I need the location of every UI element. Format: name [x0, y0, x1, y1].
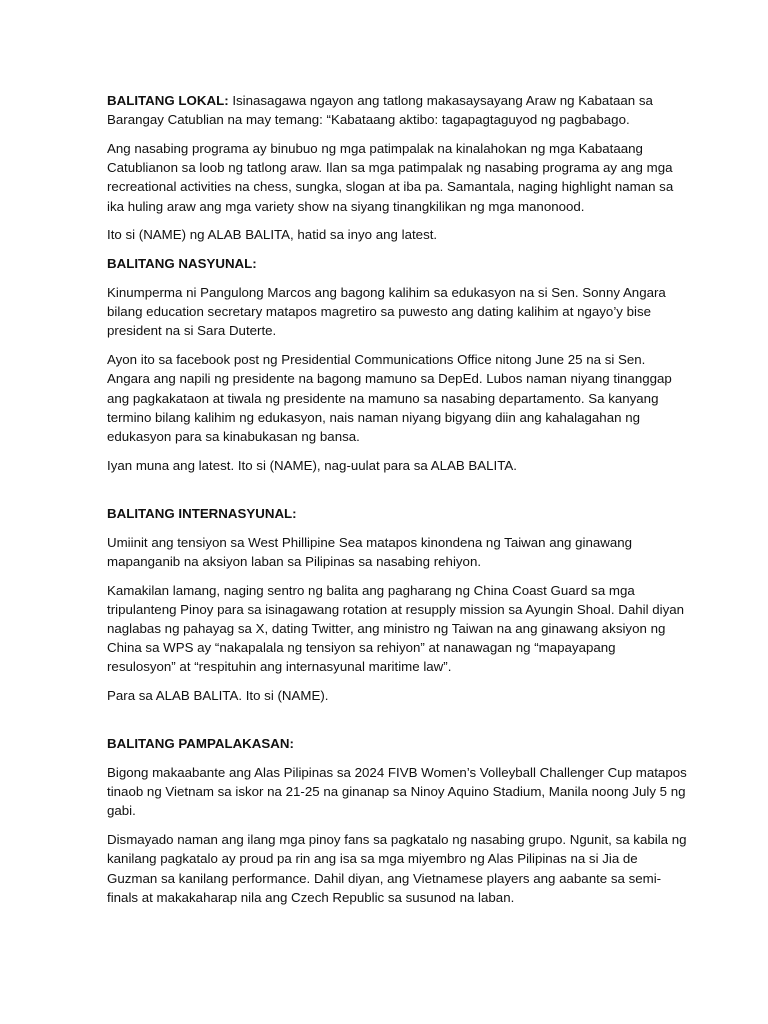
section-spacer — [107, 715, 687, 734]
nasyunal-heading: BALITANG NASYUNAL: — [107, 256, 257, 272]
nasyunal-signoff: Iyan muna ang latest. Ito si (NAME), nag-uulat para sa ALAB BALITA. — [107, 457, 517, 473]
lokal-lead-text: Isinasagawa ngayon ang tatlong makasaysayang Araw ng Kabataan sa Barangay Catublian na may temang: “Kabataang aktibo: tagapagtaguyod ng pagbabago. — [107, 93, 653, 128]
internasyunal-heading: BALITANG INTERNASYUNAL: — [107, 505, 297, 521]
internasyunal-paragraph-1: Umiinit ang tensiyon sa West Phillipine Sea matapos kinondena ng Taiwan ang ginawang mapanganib na aksiyon laban sa Pilipinas sa nasabing rehiyon. — [107, 534, 633, 569]
internasyunal-paragraph-2: Kamakilan lamang, naging sentro ng balita ang pagharang ng China Coast Guard sa mga tripulanteng Pinoy para sa isinagawang rotation at resupply mission sa Ayungin Shoal. Dahil diyan naglabas ng pahayag sa X, dating Twitter, ang ministro ng Taiwan na ang ginawang aksiyon ng China sa WPS ay “nakapalala ng tensiyon sa rehiyon” at nanawagan ng “mapayapang resulosyon” at “respituhin ang internasyunal maritime law”. — [107, 582, 685, 675]
lokal-lead-paragraph — [107, 91, 687, 129]
section-spacer — [107, 485, 687, 504]
pampalakasan-paragraph-2: Dismayado naman ang ilang mga pinoy fans sa pagkatalo ng nasabing grupo. Ngunit, sa kabila ng kanilang pagkatalo ay proud pa rin ang isa sa mga miyembro ng Alas Pilipinas na si Jia de Guzman sa kanilang performance. Dahil diyan, ang Vietnamese players ang aabante sa semi-finals at makakaharap nila ang Czech Republic sa susunod na laban. — [107, 832, 687, 905]
nasyunal-paragraph-2: Ayon ito sa facebook post ng Presidential Communications Office nitong June 25 na si Sen. Angara ang napili ng presidente na bagong mamuno sa DepEd. Lubos naman niyang tinanggap ang pagkakataon at tiwala ng presidente na mamuno sa nasabing departamento. Sa kanyang termino bilang kalihim ng edukasyon, nais naman niyang bigyang diin ang kahalagahan ng edukasyon para sa kinabukasan ng bansa. — [107, 352, 672, 445]
lokal-paragraph-1: Ang nasabing programa ay binubuo ng mga patimpalak na kinalahokan ng mga Kabataang Catublianon sa loob ng tatlong araw. Ilan sa mga patimpalak ng nasabing programa ay ang mga recreational activities na chess, sungka, slogan at iba pa. Samantala, naging highlight naman sa ika huling araw ang mga variety show na siyang tinangkilikan ng mga manonood. — [107, 141, 674, 214]
internasyunal-signoff: Para sa ALAB BALITA. Ito si (NAME). — [107, 688, 329, 704]
lokal-heading: BALITANG LOKAL: — [107, 93, 229, 108]
nasyunal-paragraph-1: Kinumperma ni Pangulong Marcos ang bagong kalihim sa edukasyon na si Sen. Sonny Angara bilang education secretary matapos magretiro sa puwesto ang dating kalihim at ngayo’y bise president na si Sara Duterte. — [107, 285, 666, 339]
pampalakasan-paragraph-1: Bigong makaabante ang Alas Pilipinas sa 2024 FIVB Women’s Volleyball Challenger Cup matapos tinaob ng Vietnam sa iskor na 21-25 na ginanap sa Ninoy Aquino Stadium, Manila noong July 5 ng gabi. — [107, 764, 687, 819]
pampalakasan-heading: BALITANG PAMPALAKASAN: — [107, 736, 294, 752]
document-page — [107, 91, 687, 917]
lokal-signoff: Ito si (NAME) ng ALAB BALITA, hatid sa inyo ang latest. — [107, 227, 438, 243]
